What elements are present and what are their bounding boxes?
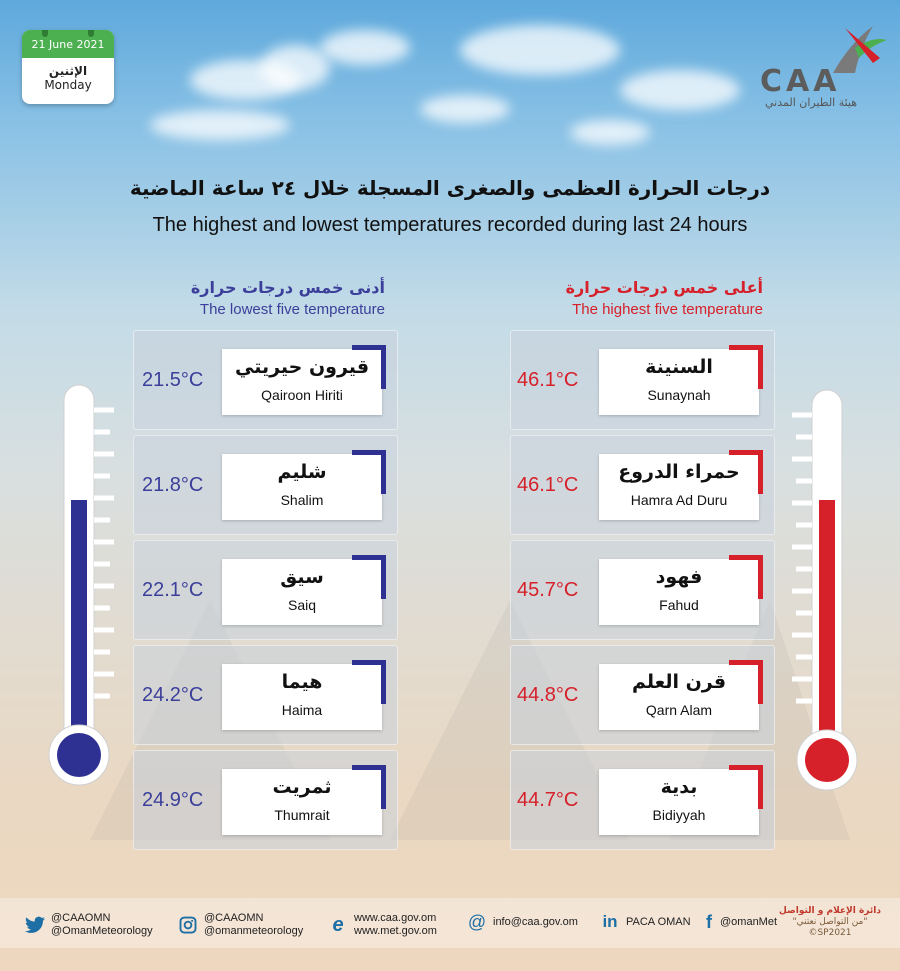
logo-text: CAA — [760, 64, 841, 99]
media-department-badge — [775, 906, 885, 939]
lowest-row — [133, 750, 398, 850]
lowest-row — [133, 435, 398, 535]
calendar-ring-icon — [88, 30, 94, 37]
linkedin-icon: in — [602, 912, 618, 931]
highest-row — [510, 750, 775, 850]
browser-e-icon: e — [332, 913, 344, 936]
lowest-row — [133, 330, 398, 430]
station-card — [599, 559, 759, 625]
temperature-value: 21.5°C — [142, 369, 204, 391]
website-link: www.met.gov.om — [354, 925, 437, 937]
copyright: ©SP2021 — [808, 928, 852, 938]
footer-websites[interactable] — [328, 912, 437, 938]
footer-email[interactable] — [467, 912, 578, 932]
station-name-arabic: سيق — [280, 566, 324, 588]
instagram-handle: @omanmeteorology — [204, 925, 304, 937]
station-card — [222, 769, 382, 835]
twitter-icon — [25, 915, 45, 935]
station-name-english: Fahud — [659, 597, 699, 613]
temperature-value: 45.7°C — [517, 579, 579, 601]
station-name-english: Hamra Ad Duru — [630, 492, 728, 508]
station-name-arabic: قيرون حيريتي — [234, 356, 370, 378]
lowest-row — [133, 645, 398, 745]
station-name-english: Sunaynah — [647, 387, 711, 403]
station-card — [599, 664, 759, 730]
highest-row — [510, 645, 775, 745]
station-card — [222, 349, 382, 415]
station-name-arabic: قرن العلم — [631, 671, 727, 693]
station-name-english: Shalim — [280, 492, 324, 508]
twitter-handle: @OmanMeteorology — [51, 925, 153, 937]
calendar-ring-icon — [42, 30, 48, 37]
station-name-english: Qairoon Hiriti — [261, 387, 343, 403]
temperature-value: 44.8°C — [517, 684, 579, 706]
highest-row — [510, 435, 775, 535]
station-name-arabic: فهود — [655, 566, 703, 588]
red-thermometer-icon — [784, 385, 864, 795]
facebook-icon: f — [706, 911, 712, 932]
station-name-arabic: حمراء الدروع — [618, 461, 740, 483]
page-title-arabic: درجات الحرارة العظمى والصغرى المسجلة خلال ٢٤ ساعة الماضية — [129, 176, 771, 200]
highest-row — [510, 330, 775, 430]
temperature-value: 46.1°C — [517, 474, 579, 496]
station-name-english: Haima — [281, 702, 323, 718]
page-title-english: The highest and lowest temperatures recorded during last 24 hours — [152, 214, 748, 236]
temperature-value: 24.9°C — [142, 789, 204, 811]
instagram-icon — [178, 915, 198, 935]
footer-facebook[interactable] — [704, 912, 777, 932]
at-sign-icon: @ — [467, 911, 487, 932]
station-name-arabic: السنينة — [645, 356, 713, 378]
station-name-arabic: بدية — [660, 776, 698, 798]
footer-twitter[interactable] — [25, 912, 153, 938]
station-card — [222, 559, 382, 625]
footer-linkedin[interactable] — [600, 912, 691, 932]
caa-logo — [755, 18, 890, 113]
blue-thermometer-icon — [42, 380, 122, 790]
highest-heading-arabic: أعلى خمس درجات حرارة — [565, 278, 763, 297]
station-name-english: Thumrait — [274, 807, 330, 823]
station-card — [599, 769, 759, 835]
station-name-english: Bidiyyah — [652, 807, 706, 823]
station-card — [222, 454, 382, 520]
department-slogan: "من التواصل نعتني" — [792, 917, 868, 927]
instagram-handle: @CAAOMN — [204, 912, 264, 924]
temperature-value: 22.1°C — [142, 579, 204, 601]
email-address: info@caa.gov.om — [493, 916, 578, 928]
highest-row — [510, 540, 775, 640]
highest-heading — [505, 278, 763, 318]
temperature-value: 44.7°C — [517, 789, 579, 811]
station-card — [222, 664, 382, 730]
lowest-heading-english: The lowest five temperature — [199, 301, 385, 318]
highest-heading-english: The highest five temperature — [572, 301, 763, 318]
website-link: www.caa.gov.om — [354, 912, 437, 924]
station-card — [599, 349, 759, 415]
temperature-value: 21.8°C — [142, 474, 204, 496]
twitter-handle: @CAAOMN — [51, 912, 111, 924]
department-name: دائرة الإعلام و التواصل — [779, 906, 881, 916]
station-name-arabic: ثمريت — [272, 776, 332, 798]
station-name-arabic: هيما — [281, 671, 323, 693]
linkedin-name: PACA OMAN — [626, 916, 691, 928]
date-label: 21 June 2021 — [22, 30, 114, 58]
station-card — [599, 454, 759, 520]
station-name-english: Saiq — [287, 597, 317, 613]
logo-text-arabic: هيئة الطيران المدني — [765, 96, 858, 109]
footer-instagram[interactable] — [178, 912, 303, 938]
temperature-value: 46.1°C — [517, 369, 579, 391]
station-name-arabic: شليم — [277, 461, 327, 483]
lowest-row — [133, 540, 398, 640]
temperature-value: 24.2°C — [142, 684, 204, 706]
station-name-english: Qarn Alam — [645, 702, 713, 718]
day-english: Monday — [44, 78, 92, 92]
date-card — [22, 30, 114, 104]
facebook-handle: @omanMet — [720, 916, 778, 928]
lowest-heading-arabic: أدنى خمس درجات حرارة — [190, 278, 385, 297]
lowest-heading — [135, 278, 385, 318]
day-arabic: الإثنين — [48, 64, 88, 78]
